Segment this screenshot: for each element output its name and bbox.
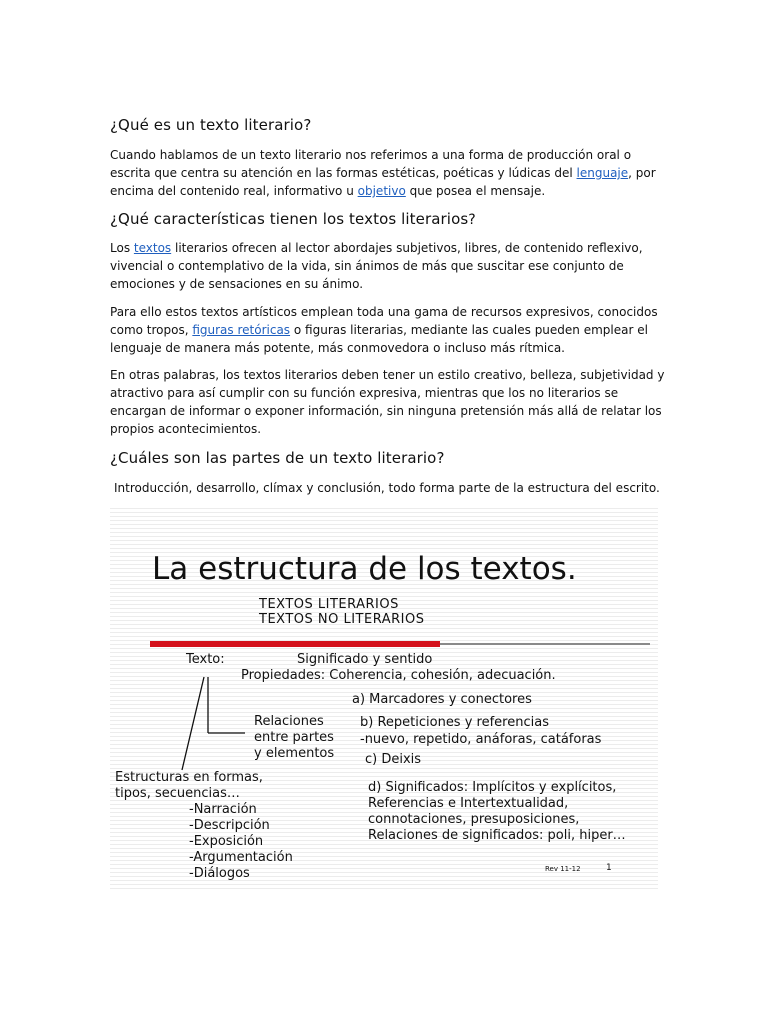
link-lenguaje[interactable]: lenguaje [576,166,629,180]
slide-list-item: -Exposición [189,834,264,849]
paragraph-abordajes [110,239,666,293]
paragraph-partes: Introducción, desarrollo, clímax y conclusión, todo forma parte de la estructura del escrito. [114,481,660,495]
slide-relaciones-1: Relaciones [254,714,324,729]
slide-list-item: -Narración [189,802,257,817]
slide-list-item: -Descripción [189,818,270,833]
slide-propiedades: Propiedades: Coherencia, cohesión, adecuación. [241,668,556,683]
paragraph-text: Para ello estos textos artísticos emplean toda una gama de recursos expresivos, conocidos como tropos, [110,305,658,337]
slide-item-b2: -nuevo, repetido, anáforas, catáforas [360,732,602,747]
paragraph-text: Los [110,241,134,255]
slide-item-d2: Referencias e Intertextualidad, [368,796,569,811]
slide-significado: Significado y sentido [297,652,433,667]
slide-texto-label: Texto: [186,652,225,667]
slide-subtitle-literarios: TEXTOS LITERARIOS [259,597,399,612]
slide-list-item: -Argumentación [189,850,293,865]
paragraph-recursos [110,303,666,357]
slide-relaciones-2: entre partes [254,730,334,745]
link-textos[interactable]: textos [133,241,172,255]
paragraph-otras-palabras: En otras palabras, los textos literarios deben tener un estilo creativo, belleza, subjetividad y atractivo para así cumplir con su función expresiva, mientras que los no literarios se encargan de informar o exponer información, sin ninguna pretensión más allá de relatar los propios acontecimientos. [110,368,665,436]
slide-footer-page: 1 [606,863,612,873]
link-objetivo[interactable]: objetivo [357,184,406,198]
slide-item-d3: connotaciones, presuposiciones, [368,812,580,827]
paragraph-text: que posea el mensaje. [405,184,546,198]
paragraph-definicion [110,146,666,200]
heading-que-es: ¿Qué es un texto literario? [110,116,312,134]
slide-subtitle-no-literarios: TEXTOS NO LITERARIOS [259,612,425,627]
slide-item-d: d) Significados: Implícitos y explícitos, [368,780,617,795]
paragraph-text: literarios ofrecen al lector abordajes subjetivos, libres, de contenido reflexivo, vivencial o contemplativo de la vida, sin ánimos de más que suscitar ese conjunto de emociones y de sensaciones en su ánimo. [110,241,643,291]
slide-item-b: b) Repeticiones y referencias [360,715,549,730]
heading-caracteristicas [110,210,476,228]
connector-line-long [182,677,204,770]
slide-image-estructura [110,505,658,890]
slide-list-item: -Diálogos [189,866,250,881]
heading-text: ¿Qué características tienen los textos literarios [110,210,469,228]
slide-item-c: c) Deixis [365,752,422,767]
paragraph-text: , por encima del contenido real, informativo u [110,166,656,198]
slide-item-a: a) Marcadores y conectores [352,692,532,707]
heading-partes: ¿Cuáles son las partes de un texto literario? [110,449,445,467]
heading-question-mark: ? [468,212,476,228]
slide-estructuras-1: Estructuras en formas, [115,770,263,785]
link-figuras-retoricas[interactable]: figuras retóricas [192,323,291,337]
slide-estructuras-2: tipos, secuencias… [115,786,240,801]
slide-item-d4: Relaciones de significados: poli, hiper… [368,828,626,843]
slide-footer-rev: Rev 11-12 [545,865,581,873]
paragraph-text: o figuras literarias, mediante las cuales pueden emplear el lenguaje de manera más potente, más conmovedora o incluso más rítmica. [110,323,648,355]
paragraph-text: Cuando hablamos de un texto literario nos referimos a una forma de producción oral o escrita que centra su atención en las formas estéticas, poéticas y lúdicas del [110,148,632,180]
slide-relaciones-3: y elementos [254,746,335,761]
slide-title: La estructura de los textos. [152,551,577,587]
